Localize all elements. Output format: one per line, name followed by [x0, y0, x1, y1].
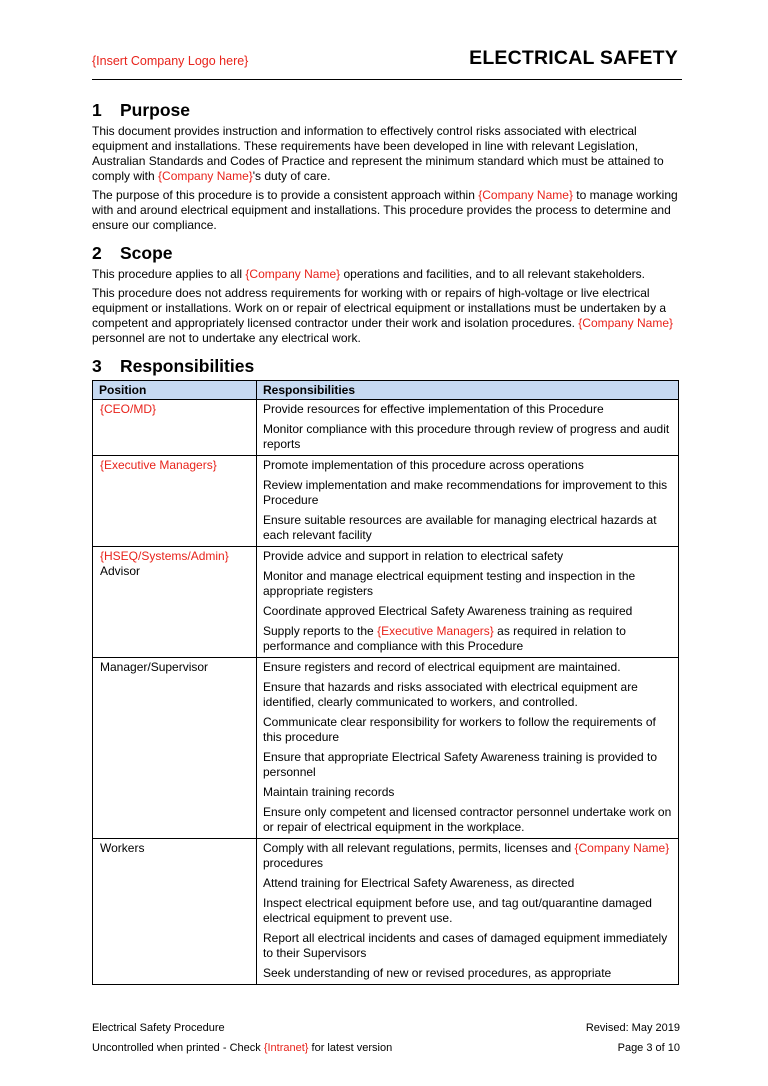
table-row — [93, 658, 679, 839]
responsibility-item: Ensure only competent and licensed contractor personnel undertake work on or repair of electrical equipment in the workplace. — [263, 805, 672, 834]
position-placeholder: {HSEQ/Systems/Admin} — [100, 549, 229, 563]
purpose-paragraph-1: This document provides instruction and information to effectively control risks associated with electrical equipment and installations. These requirements have been developed in line with relevant Legislation, Australian Standards and Codes of Practice and represent the minimum standard which must be attained to comply with {Company Name}'s duty of care. — [92, 124, 664, 183]
responsibilities-cell — [257, 839, 679, 985]
section-purpose — [92, 100, 682, 233]
table-row — [93, 456, 679, 547]
scope-paragraph-2: This procedure does not address requirements for working with or repairs of high-voltage or live electrical equipment or installations. Work on or repair of electrical equipment or installations must be undertaken by a competent and appropriately licensed contractor under their work and isolation procedures. {Company Name} personnel are not to undertake any electrical work. — [92, 286, 673, 345]
responsibility-item: Monitor compliance with this procedure through review of progress and audit reports — [263, 422, 670, 451]
position-cell — [93, 400, 257, 456]
position-cell — [93, 547, 257, 658]
responsibilities-cell — [257, 456, 679, 547]
column-header-responsibilities: Responsibilities — [257, 381, 679, 400]
table-row — [93, 839, 679, 985]
responsibilities-table — [92, 380, 679, 985]
table-row — [93, 547, 679, 658]
section-scope — [92, 243, 682, 346]
page-header — [92, 46, 682, 80]
position-label: Manager/Supervisor — [100, 660, 209, 674]
position-placeholder: {CEO/MD} — [100, 402, 157, 416]
table-header-row — [93, 381, 679, 400]
responsibility-item: Ensure that hazards and risks associated with electrical equipment are identified, clearly communicated to workers, and controlled. — [263, 680, 638, 709]
scope-paragraph-1: This procedure applies to all {Company Name} operations and facilities, and to all relevant stakeholders. — [92, 267, 645, 281]
purpose-paragraph-2: The purpose of this procedure is to provide a consistent approach within {Company Name} to manage working with and around electrical equipment and installations. This procedure provides the process to determine and ensure our compliance. — [92, 188, 678, 232]
responsibility-item: Ensure that appropriate Electrical Safety Awareness training is provided to personnel — [263, 750, 657, 779]
responsibility-item: Promote implementation of this procedure across operations — [263, 458, 584, 472]
responsibility-item: Maintain training records — [263, 785, 395, 799]
position-placeholder: {Executive Managers} — [100, 458, 217, 472]
responsibility-item: Communicate clear responsibility for workers to follow the requirements of this procedure — [263, 715, 656, 744]
responsibility-item: Ensure registers and record of electrical equipment are maintained. — [263, 660, 621, 674]
responsibility-item: Comply with all relevant regulations, permits, licenses and {Company Name} procedures — [263, 841, 670, 870]
responsibility-item: Coordinate approved Electrical Safety Awareness training as required — [263, 604, 633, 618]
page-footer — [92, 1022, 680, 1062]
section-responsibilities — [92, 356, 682, 985]
section-heading: 3 Responsibilities — [92, 356, 255, 376]
section-heading: 2 Scope — [92, 243, 173, 263]
responsibility-item: Attend training for Electrical Safety Awareness, as directed — [263, 876, 575, 890]
document-title: ELECTRICAL SAFETY — [469, 47, 678, 69]
document-body — [92, 100, 682, 995]
logo-placeholder: {Insert Company Logo here} — [92, 54, 249, 68]
footer-row — [92, 1022, 680, 1035]
footer-doc-name: Electrical Safety Procedure — [92, 1022, 225, 1034]
responsibilities-cell — [257, 547, 679, 658]
responsibility-item: Provide resources for effective implementation of this Procedure — [263, 402, 604, 416]
footer-row — [92, 1042, 680, 1055]
position-cell — [93, 839, 257, 985]
footer-uncontrolled: Uncontrolled when printed - Check {Intranet} for latest version — [92, 1042, 393, 1054]
table-body — [93, 400, 679, 985]
responsibility-item: Provide advice and support in relation to electrical safety — [263, 549, 564, 563]
column-header-position: Position — [93, 381, 257, 400]
responsibilities-cell — [257, 400, 679, 456]
position-cell — [93, 658, 257, 839]
responsibilities-cell — [257, 658, 679, 839]
footer-page-number: Page 3 of 10 — [617, 1042, 680, 1054]
responsibility-item: Ensure suitable resources are available for managing electrical hazards at each relevant facility — [263, 513, 657, 542]
responsibility-item: Report all electrical incidents and cases of damaged equipment immediately to their Supervisors — [263, 931, 668, 960]
footer-revised: Revised: May 2019 — [585, 1022, 680, 1034]
responsibility-item: Monitor and manage electrical equipment testing and inspection in the appropriate registers — [263, 569, 636, 598]
position-label: Workers — [100, 841, 145, 855]
responsibility-item: Inspect electrical equipment before use, and tag out/quarantine damaged electrical equipment to prevent use. — [263, 896, 652, 925]
responsibility-item: Seek understanding of new or revised procedures, as appropriate — [263, 966, 612, 980]
responsibility-item: Review implementation and make recommendations for improvement to this Procedure — [263, 478, 668, 507]
section-heading: 1 Purpose — [92, 100, 191, 120]
position-label: Advisor — [100, 564, 141, 578]
responsibility-item: Supply reports to the {Executive Managers} as required in relation to performance and compliance with this Procedure — [263, 624, 626, 653]
table-row — [93, 400, 679, 456]
position-cell — [93, 456, 257, 547]
